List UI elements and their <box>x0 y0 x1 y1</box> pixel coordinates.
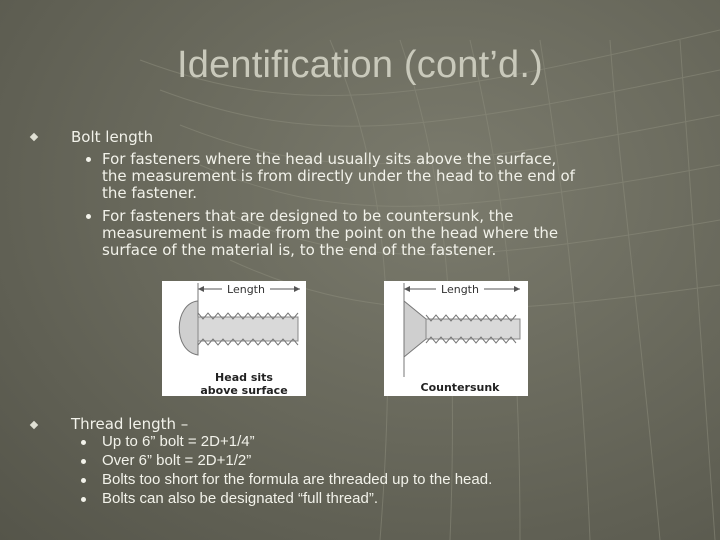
bullet-thread-length: Thread length – <box>71 415 189 433</box>
caption-line: Head sits <box>215 371 273 384</box>
bolt-countersunk-figure <box>384 281 528 396</box>
bullet-dot-icon <box>81 459 86 464</box>
caption-line: above surface <box>200 384 288 396</box>
sub-bullet-line: the measurement is from directly under the head to the end of <box>102 167 575 185</box>
sub-bullet-line: For fasteners where the head usually sits above the surface, <box>102 150 557 168</box>
thread-sub-bullet: Bolts too short for the formula are threaded up to the head. <box>102 471 493 488</box>
sub-bullet-line: measurement is made from the point on the head where the <box>102 224 559 242</box>
bullet-dot-icon <box>81 497 86 502</box>
length-label: Length <box>227 283 265 296</box>
bullet-dot-icon <box>81 478 86 483</box>
sub-bullet-line: surface of the material is, to the end of the fastener. <box>102 241 497 259</box>
sub-bullet-line: the fastener. <box>102 184 198 202</box>
sub-bullet-line: For fasteners that are designed to be countersunk, the <box>102 207 514 225</box>
length-label: Length <box>441 283 479 296</box>
caption-line: Countersunk <box>420 381 500 394</box>
bullet-dot-icon <box>81 440 86 445</box>
thread-sub-bullet: Up to 6” bolt = 2D+1/4” <box>102 433 255 450</box>
slide-title: Identification (cont’d.) <box>177 44 543 86</box>
bullet-dot-icon <box>86 214 91 219</box>
thread-sub-bullet: Over 6” bolt = 2D+1/2” <box>102 452 252 469</box>
bullet-bolt-length: Bolt length <box>71 128 154 146</box>
bolt-head-above-surface-figure <box>162 281 306 396</box>
bullet-dot-icon <box>86 157 91 162</box>
thread-sub-bullet: Bolts can also be designated “full thread”. <box>102 490 378 507</box>
